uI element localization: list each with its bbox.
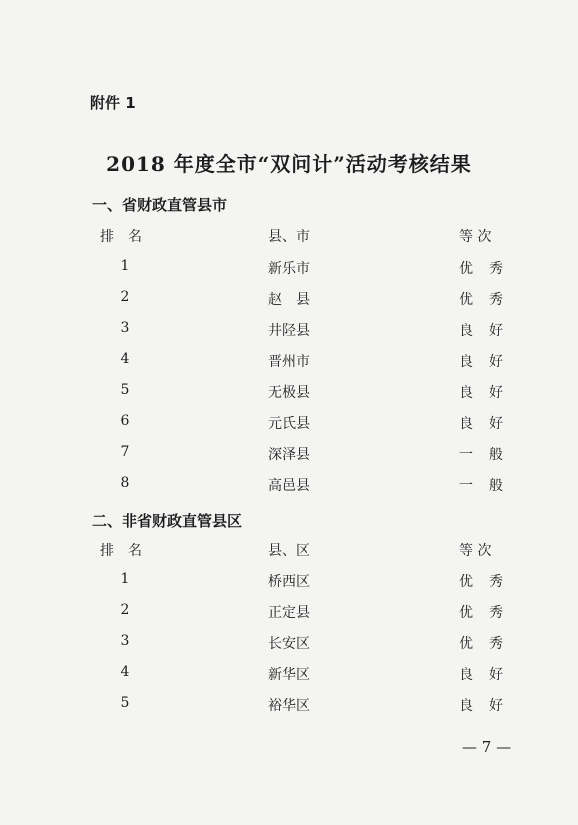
rank-cell: 4 [120,664,130,680]
section-heading: 二、非省财政直管县区 [92,512,243,530]
name-cell: 赵 县 [268,292,310,308]
name-cell: 深泽县 [268,447,310,463]
grade-cell: 优秀 [459,636,519,652]
table-row [0,351,578,373]
table-row [0,571,578,593]
table-header-row [0,540,578,562]
grade-cell: 良好 [459,354,519,370]
name-cell: 长安区 [268,636,310,652]
rank-header: 排 名 [100,543,142,559]
grade-cell: 优秀 [459,574,519,590]
grade-header: 等 次 [459,229,492,245]
rank-cell: 5 [120,382,130,398]
name-cell: 裕华区 [268,698,310,714]
table-row [0,444,578,466]
rank-cell: 4 [120,351,130,367]
table-row [0,258,578,280]
grade-cell: 良好 [459,667,519,683]
rank-cell: 3 [120,633,130,649]
rank-cell: 1 [120,258,130,274]
page-number: — 7 — [462,738,512,756]
name-cell: 井陉县 [268,323,310,339]
rank-header: 排 名 [100,229,142,245]
grade-cell: 良好 [459,323,519,339]
rank-cell: 6 [120,413,130,429]
grade-cell: 优秀 [459,605,519,621]
rank-cell: 2 [120,289,130,305]
section-heading: 一、省财政直管县市 [92,196,228,214]
table-row [0,695,578,717]
name-cell: 元氏县 [268,416,310,432]
name-cell: 新华区 [268,667,310,683]
name-cell: 桥西区 [268,574,310,590]
table-row [0,413,578,435]
rank-cell: 7 [120,444,130,460]
table-row [0,602,578,624]
name-header: 县、区 [268,543,310,559]
attachment-label: 附件 1 [90,94,136,112]
table-row [0,664,578,686]
name-cell: 高邑县 [268,478,310,494]
rank-cell: 8 [120,475,130,491]
grade-cell: 一般 [459,447,519,463]
rank-cell: 2 [120,602,130,618]
name-cell: 正定县 [268,605,310,621]
grade-cell: 优秀 [459,292,519,308]
name-cell: 新乐市 [268,261,310,277]
table-row [0,475,578,497]
grade-cell: 良好 [459,385,519,401]
name-cell: 无极县 [268,385,310,401]
name-cell: 晋州市 [268,354,310,370]
rank-cell: 3 [120,320,130,336]
grade-cell: 良好 [459,416,519,432]
table-row [0,382,578,404]
document-title: 2018 年度全市“双问计”活动考核结果 [106,152,472,176]
table-row [0,633,578,655]
rank-cell: 5 [120,695,130,711]
table-header-row [0,226,578,248]
grade-header: 等 次 [459,543,492,559]
grade-cell: 良好 [459,698,519,714]
table-row [0,320,578,342]
grade-cell: 优秀 [459,261,519,277]
grade-cell: 一般 [459,478,519,494]
rank-cell: 1 [120,571,130,587]
name-header: 县、市 [268,229,310,245]
table-row [0,289,578,311]
